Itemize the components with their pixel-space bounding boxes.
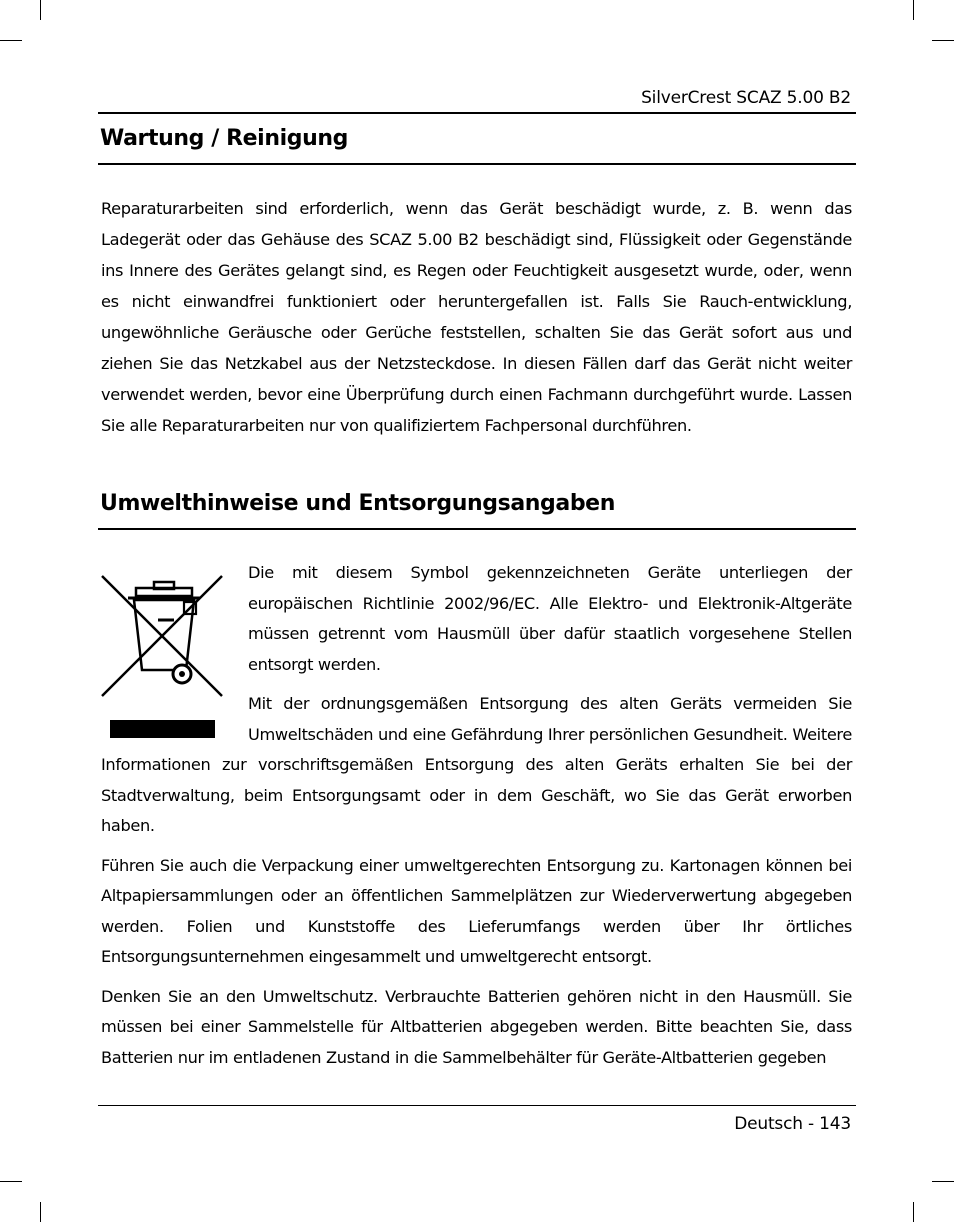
environment-paragraph: Führen Sie auch die Verpackung einer umweltgerechten Entsorgung zu. Kartonagen können bei Altpapiersammlungen oder an öffentlichen Sammelplätzen zur Wiederverwertung abgegeben werden. Folien und Kunststoffe des Lieferumfangs werden über Ihr örtliches Entsorgungsunternehmen eingesammelt und umweltgerecht entsorgt. xyxy=(101,855,852,966)
section-rule xyxy=(98,163,856,165)
crop-mark xyxy=(932,1181,954,1182)
crop-mark xyxy=(40,0,41,20)
environment-paragraph: Mit der ordnungsgemäßen Entsorgung des alten Geräts vermeiden Sie Umweltschäden und eine Gefährdung Ihrer persönlichen Gesundheit. Weitere Informationen zur vorschriftsgemäßen Entsorgung des alten Geräts erhalten Sie bei der Stadtverwaltung, beim Entsorgungsamt oder in dem Geschäft, wo Sie das Gerät erworben haben. xyxy=(101,694,852,835)
crop-mark xyxy=(913,0,914,20)
crop-mark xyxy=(0,40,22,41)
crossed-out-wheelie-bin-icon xyxy=(98,558,248,738)
environment-body xyxy=(101,558,852,1082)
crop-mark xyxy=(913,1202,914,1222)
header-model: SilverCrest SCAZ 5.00 B2 xyxy=(641,88,851,108)
crop-mark xyxy=(0,1181,22,1182)
section-heading-environment: Umwelthinweise und Entsorgungsangaben xyxy=(100,491,615,516)
maintenance-paragraph: Reparaturarbeiten sind erforderlich, wenn das Gerät beschädigt wurde, z. B. wenn das Ladegerät oder das Gehäuse des SCAZ 5.00 B2 beschädigt sind, Flüssigkeit oder Gegenstände ins Innere des Gerätes gelangt sind, es Regen oder Feuchtigkeit ausgesetzt wurde, oder, wenn es nicht einwandfrei funktioniert oder heruntergefallen ist. Falls Sie Rauch-entwicklung, ungewöhnliche Geräusche oder Gerüche feststellen, schalten Sie das Gerät sofort aus und ziehen Sie das Netzkabel aus der Netzsteckdose. In diesen Fällen darf das Gerät nicht weiter verwendet werden, bevor eine Überprüfung durch einen Fachmann durchgeführt wurde. Lassen Sie alle Reparaturarbeiten nur von qualifiziertem Fachpersonal durchführen. xyxy=(101,199,852,435)
section-rule xyxy=(98,528,856,530)
section-heading-maintenance: Wartung / Reinigung xyxy=(100,126,348,151)
environment-paragraph: Die mit diesem Symbol gekennzeichneten Geräte unterliegen der europäischen Richtlinie 2002/96/EC. Alle Elektro- und Elektronik-Altgeräte müssen getrennt vom Hausmüll über dafür staatlich vorgesehene Stellen entsorgt werden. xyxy=(248,563,852,674)
environment-paragraph: Denken Sie an den Umweltschutz. Verbrauchte Batterien gehören nicht in den Hausmüll. Sie müssen bei einer Sammelstelle für Altbatterien abgegeben werden. Bitte beachten Sie, dass Batterien nur im entladenen Zustand in die Sammelbehälter für Geräte-Altbatterien gegeben xyxy=(101,986,852,1067)
header-rule xyxy=(98,112,856,114)
footer-rule xyxy=(98,1105,856,1106)
crop-mark xyxy=(40,1202,41,1222)
page-number: Deutsch - 143 xyxy=(734,1114,851,1134)
crop-mark xyxy=(932,40,954,41)
